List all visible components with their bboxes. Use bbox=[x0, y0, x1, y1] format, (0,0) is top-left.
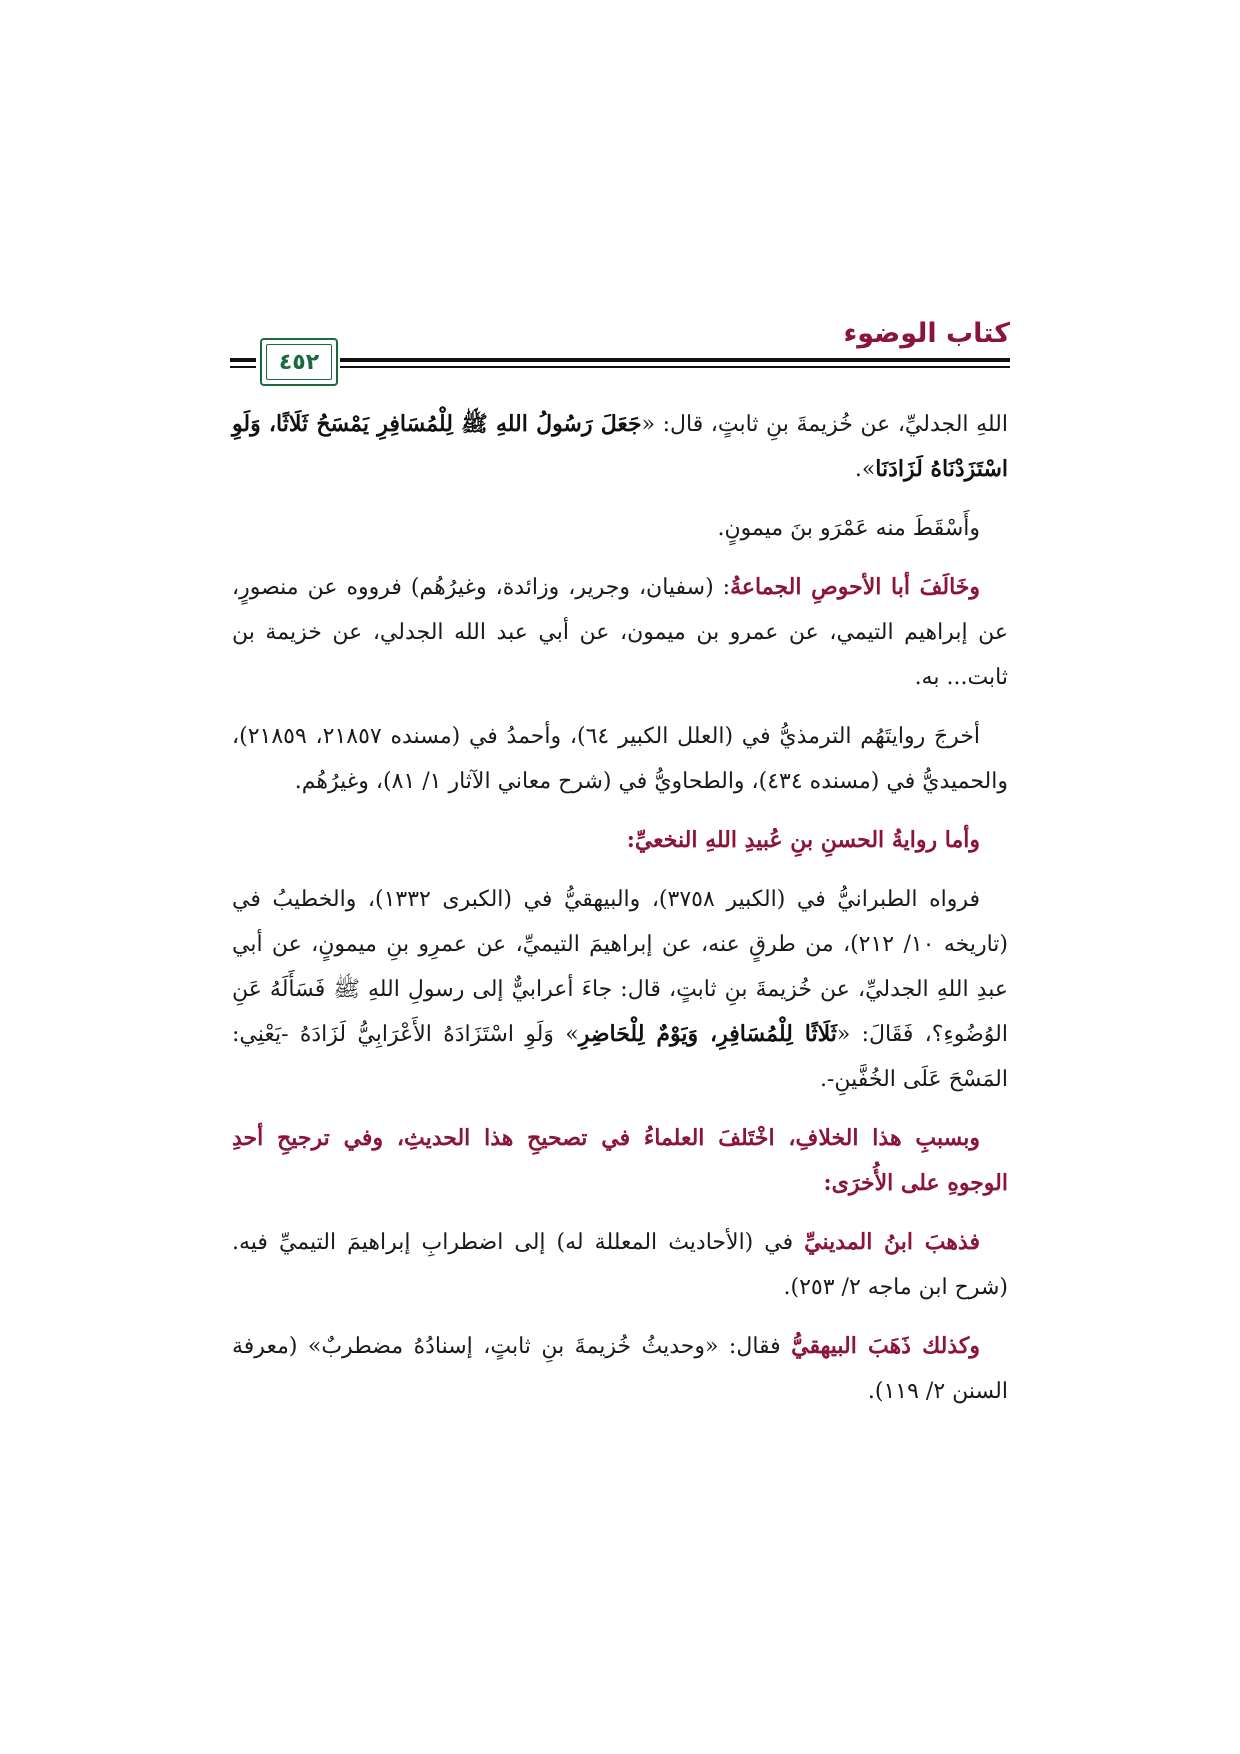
paragraph-lead: وخَالَفَ أبا الأحوصِ الجماعةُ bbox=[730, 574, 981, 600]
hadith-text: ثَلَاثًا لِلْمُسَافِرِ، وَيَوْمٌ لِلْحَاضِرِ bbox=[578, 1021, 837, 1047]
header-rule-thin bbox=[230, 366, 1010, 368]
paragraph-7: وكذلك ذَهَبَ البيهقيُّ فقال: «وحديثُ خُزيمةَ بنِ ثابتٍ، إسنادُهُ مضطربٌ» (معرفة السنن ٢/ ١١٩). bbox=[232, 1333, 1008, 1404]
paragraph-lead: فذهبَ ابنُ المدينيِّ bbox=[804, 1229, 980, 1255]
section-heading-2: وبسببِ هذا الخلافِ، اخْتَلفَ العلماءُ في تصحيحِ هذا الحديثِ، وفي ترجيحِ أحدِ الوجوهِ على الأُخرَى: bbox=[232, 1125, 1008, 1196]
paragraph-3: وخَالَفَ أبا الأحوصِ الجماعةُ: (سفيان، وجرير، وزائدة، وغيرُهُم) فرووه عن منصورٍ، عن إبراهيم التيمي، عن عمرو بن ميمون، عن أبي عبد الله الجدلي، عن خزيمة بن ثابت... به. bbox=[232, 574, 1008, 690]
header-rule-thick bbox=[230, 358, 1010, 362]
page-body bbox=[232, 402, 1008, 1428]
paragraph-1: اللهِ الجدليِّ، عن خُزيمةَ بنِ ثابتٍ، قال: «جَعَلَ رَسُولُ اللهِ ﷺ لِلْمُسَافِرِ يَمْسَحُ ثَلَاثًا، وَلَوِ اسْتَزَدْنَاهُ لَزَادَنَا». bbox=[232, 411, 1008, 482]
page-header bbox=[230, 318, 1010, 386]
paragraph-lead: وكذلك ذَهَبَ البيهقيُّ bbox=[791, 1333, 980, 1359]
paragraph-2: وأَسْقَطَ منه عَمْرَو بنَ ميمونٍ. bbox=[717, 516, 980, 541]
hadith-text: جَعَلَ رَسُولُ اللهِ ﷺ لِلْمُسَافِرِ يَمْسَحُ ثَلَاثًا، وَلَوِ اسْتَزَدْنَاهُ لَزَادَنَا bbox=[232, 411, 1008, 482]
running-title: كتاب الوضوء bbox=[843, 318, 1010, 349]
paragraph-6: فذهبَ ابنُ المدينيِّ في (الأحاديث المعللة له) إلى اضطرابِ إبراهيمَ التيميِّ فيه. (شرح ابن ماجه ٢/ ٢٥٣). bbox=[232, 1229, 1008, 1300]
paragraph-5: فرواه الطبرانيُّ في (الكبير ٣٧٥٨)، والبيهقيُّ في (الكبرى ١٣٣٢)، والخطيبُ في (تاريخه ١٠/ ٢١٢)، من طرقٍ عنه، عن إبراهيمَ التيميِّ، عن عمرِو بنِ ميمونٍ، عن أبي عبدِ اللهِ الجدليِّ، عن خُزيمةَ بنِ ثابتٍ، قال: جاءَ أعرابيٌّ إلى رسولِ اللهِ ﷺ فَسَأَلَهُ عَنِ الوُضُوءِ؟، فَقَالَ: «ثَلَاثًا لِلْمُسَافِرِ، وَيَوْمٌ لِلْحَاضِرِ» وَلَوِ اسْتَزَادَهُ الأَعْرَابِيُّ لَزَادَهُ -يَعْنِي: المَسْحَ عَلَى الخُفَّينِ-. bbox=[232, 887, 1008, 1092]
section-heading-1: وأما روايةُ الحسنِ بنِ عُبيدِ اللهِ النخعيِّ: bbox=[626, 827, 980, 853]
paragraph-4: أخرجَ روايتَهُم الترمذيُّ في (العلل الكبير ٦٤)، وأحمدُ في (مسنده ٢١٨٥٧، ٢١٨٥٩)، والحميديُّ في (مسنده ٤٣٤)، والطحاويُّ في (شرح معاني الآثار ١/ ٨١)، وغيرُهُم. bbox=[232, 724, 1008, 794]
page-number: ٤٥٢ bbox=[278, 349, 320, 375]
page-number-badge bbox=[260, 338, 338, 386]
